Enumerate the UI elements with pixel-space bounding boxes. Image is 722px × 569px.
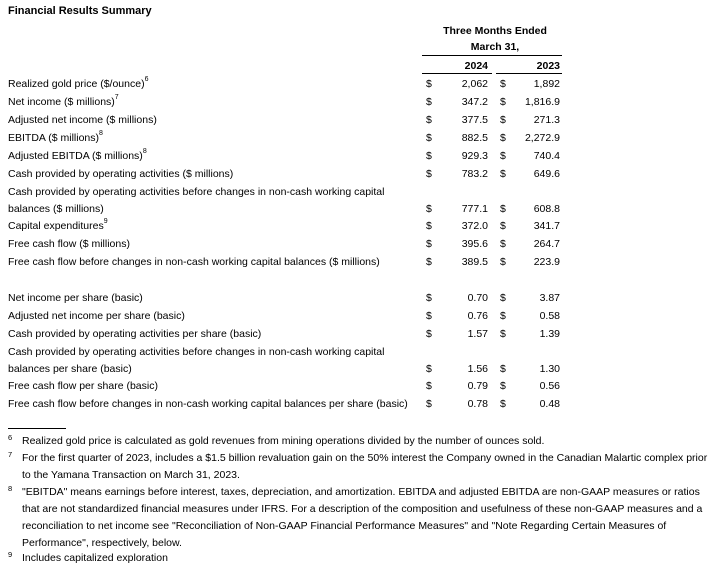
value-2023: 608.8 [533, 203, 560, 215]
currency-2024: $ [426, 220, 432, 232]
footnote-rule [8, 428, 66, 429]
period-header-line2: March 31, [470, 41, 520, 53]
footnote-number: 6 [8, 433, 13, 442]
page-title: Financial Results Summary [8, 5, 152, 17]
footnote-ref: 7 [114, 94, 119, 101]
row-label-text: Free cash flow per share (basic) [8, 380, 158, 392]
year-2024-rule [422, 73, 492, 74]
footnote [8, 550, 718, 567]
value-2023: 264.7 [533, 238, 560, 250]
row-label [8, 238, 130, 250]
currency-2023: $ [500, 78, 506, 90]
footnote-ref: 6 [144, 76, 149, 83]
currency-2024: $ [426, 78, 432, 90]
footnote-number: 8 [8, 484, 13, 493]
table-row [0, 132, 722, 146]
currency-2023: $ [500, 380, 506, 392]
value-2023: 1.30 [539, 363, 560, 375]
footnote-line: Realized gold price is calculated as gold revenues from mining operations divided by the number of ounces sold. [22, 435, 545, 447]
currency-2023: $ [500, 398, 506, 410]
footnote [8, 450, 718, 484]
row-label [8, 168, 233, 180]
row-label-continued: balances ($ millions) [8, 203, 104, 215]
footnote-number: 7 [8, 450, 13, 459]
row-label-text: Free cash flow before changes in non-cash working capital balances ($ millions) [8, 256, 380, 268]
row-label [8, 186, 384, 198]
value-2023: 1,892 [533, 78, 560, 90]
table-row [0, 220, 722, 234]
table-row [0, 256, 722, 270]
row-label-text: Adjusted net income ($ millions) [8, 114, 157, 126]
value-2023: 1.39 [539, 328, 560, 340]
footnote-line: Includes capitalized exploration [22, 552, 168, 564]
table-row [0, 380, 722, 394]
currency-2023: $ [500, 363, 506, 375]
row-label-text: Realized gold price ($/ounce) [8, 78, 145, 90]
value-2023: 0.58 [539, 310, 560, 322]
currency-2023: $ [500, 238, 506, 250]
value-2023: 1,816.9 [524, 96, 560, 108]
row-label [8, 150, 147, 162]
currency-2024: $ [426, 203, 432, 215]
row-label [8, 328, 261, 340]
value-2024: 882.5 [461, 132, 488, 144]
table-row [0, 398, 722, 412]
value-2024: 1.57 [467, 328, 488, 340]
value-2023: 0.56 [539, 380, 560, 392]
value-2023: 271.3 [533, 114, 560, 126]
table-row [0, 96, 722, 110]
row-label [8, 292, 143, 304]
footnote-line: to the Yamana Transaction on March 31, 2023. [22, 469, 240, 481]
value-2023: 223.9 [533, 256, 560, 268]
value-2024: 1.56 [467, 363, 488, 375]
row-label-text: Cash provided by operating activities before changes in non-cash working capital [8, 186, 385, 198]
table-row [0, 186, 722, 215]
row-label [8, 114, 157, 126]
value-2023: 3.87 [539, 292, 560, 304]
footnote-ref: 8 [142, 148, 147, 155]
currency-2023: $ [500, 328, 506, 340]
value-2024: 0.78 [467, 398, 488, 410]
footnote-line: "EBITDA" means earnings before interest, taxes, depreciation, and amortization. EBITDA and adjusted EBITDA are non-GAAP measures or ratios [22, 486, 700, 498]
value-2024: 2,062 [461, 78, 488, 90]
currency-2023: $ [500, 220, 506, 232]
currency-2024: $ [426, 256, 432, 268]
currency-2024: $ [426, 398, 432, 410]
value-2023: 740.4 [533, 150, 560, 162]
value-2023: 2,272.9 [524, 132, 560, 144]
row-label [8, 132, 103, 144]
footnote-ref: 8 [99, 130, 103, 137]
row-label-text: Free cash flow before changes in non-cash working capital balances per share (basic) [8, 398, 408, 410]
footnote-line: reconciliation to net income see "Reconciliation of Non-GAAP Financial Performance Measures" and "Note Regarding Certain Measures of [22, 520, 667, 532]
footnote-ref: 9 [103, 218, 108, 225]
row-label-text: Adjusted net income per share (basic) [8, 310, 185, 322]
row-label [8, 398, 408, 410]
table-row [0, 78, 722, 92]
value-2024: 395.6 [461, 238, 488, 250]
currency-2023: $ [500, 310, 506, 322]
row-label-continued: balances per share (basic) [8, 363, 132, 375]
table-row [0, 150, 722, 164]
row-label-text: Cash provided by operating activities per share (basic) [8, 328, 262, 340]
value-2023: 341.7 [533, 220, 560, 232]
footnote-text [22, 450, 718, 484]
currency-2024: $ [426, 292, 432, 304]
row-label-text: Adjusted EBITDA ($ millions) [8, 150, 143, 162]
currency-2023: $ [500, 168, 506, 180]
footnote-text [22, 484, 718, 552]
currency-2023: $ [500, 150, 506, 162]
currency-2024: $ [426, 132, 432, 144]
currency-2024: $ [426, 363, 432, 375]
footnote-line: For the first quarter of 2023, includes a $1.5 billion revaluation gain on the 50% interest the Company owned in the Canadian Malartic complex prior [22, 452, 708, 464]
currency-2024: $ [426, 380, 432, 392]
row-label [8, 220, 108, 232]
row-label [8, 380, 158, 392]
row-label [8, 346, 384, 358]
value-2024: 783.2 [461, 168, 488, 180]
currency-2024: $ [426, 310, 432, 322]
value-2024: 929.3 [461, 150, 488, 162]
table-row [0, 310, 722, 324]
currency-2023: $ [500, 96, 506, 108]
year-2023-header: 2023 [536, 60, 560, 72]
currency-2023: $ [500, 132, 506, 144]
value-2024: 347.2 [461, 96, 488, 108]
value-2024: 389.5 [461, 256, 488, 268]
footnote [8, 433, 718, 450]
row-label-text: EBITDA ($ millions) [8, 132, 100, 144]
footnote-line: that are not standardized financial measures under IFRS. For a description of the composition and usefulness of these non-GAAP measures and a [22, 503, 703, 515]
year-2024-header: 2024 [464, 60, 488, 72]
row-label-text: Net income per share (basic) [8, 292, 143, 304]
footnote-text [22, 433, 718, 450]
value-2024: 377.5 [461, 114, 488, 126]
table-row [0, 292, 722, 306]
value-2023: 649.6 [533, 168, 560, 180]
value-2024: 372.0 [461, 220, 488, 232]
currency-2023: $ [500, 114, 506, 126]
row-label-text: Free cash flow ($ millions) [8, 238, 130, 250]
currency-2024: $ [426, 150, 432, 162]
table-row [0, 238, 722, 252]
footnote-number: 9 [8, 550, 13, 559]
value-2024: 0.70 [467, 292, 488, 304]
row-label [8, 78, 148, 90]
currency-2024: $ [426, 96, 432, 108]
year-2023-rule [496, 73, 562, 74]
row-label-text: Capital expenditures [8, 220, 104, 232]
footnote-text [22, 550, 718, 567]
row-label-text: Net income ($ millions) [8, 96, 115, 108]
table-row [0, 168, 722, 182]
currency-2024: $ [426, 238, 432, 250]
value-2024: 0.76 [467, 310, 488, 322]
row-label-text: Cash provided by operating activities ($ millions) [8, 168, 234, 180]
currency-2024: $ [426, 168, 432, 180]
currency-2023: $ [500, 203, 506, 215]
currency-2024: $ [426, 114, 432, 126]
footnote [8, 484, 718, 552]
period-header-line1: Three Months Ended [443, 25, 547, 37]
row-label-text: Cash provided by operating activities before changes in non-cash working capital [8, 346, 385, 358]
currency-2023: $ [500, 292, 506, 304]
value-2023: 0.48 [539, 398, 560, 410]
currency-2024: $ [426, 328, 432, 340]
table-row [0, 114, 722, 128]
table-row [0, 346, 722, 375]
row-label [8, 96, 119, 108]
table-row [0, 328, 722, 342]
value-2024: 0.79 [467, 380, 488, 392]
row-label [8, 310, 185, 322]
value-2024: 777.1 [461, 203, 488, 215]
row-label [8, 256, 380, 268]
period-header-rule [422, 55, 562, 56]
footnote-line: Performance", respectively, below. [22, 537, 182, 549]
currency-2023: $ [500, 256, 506, 268]
